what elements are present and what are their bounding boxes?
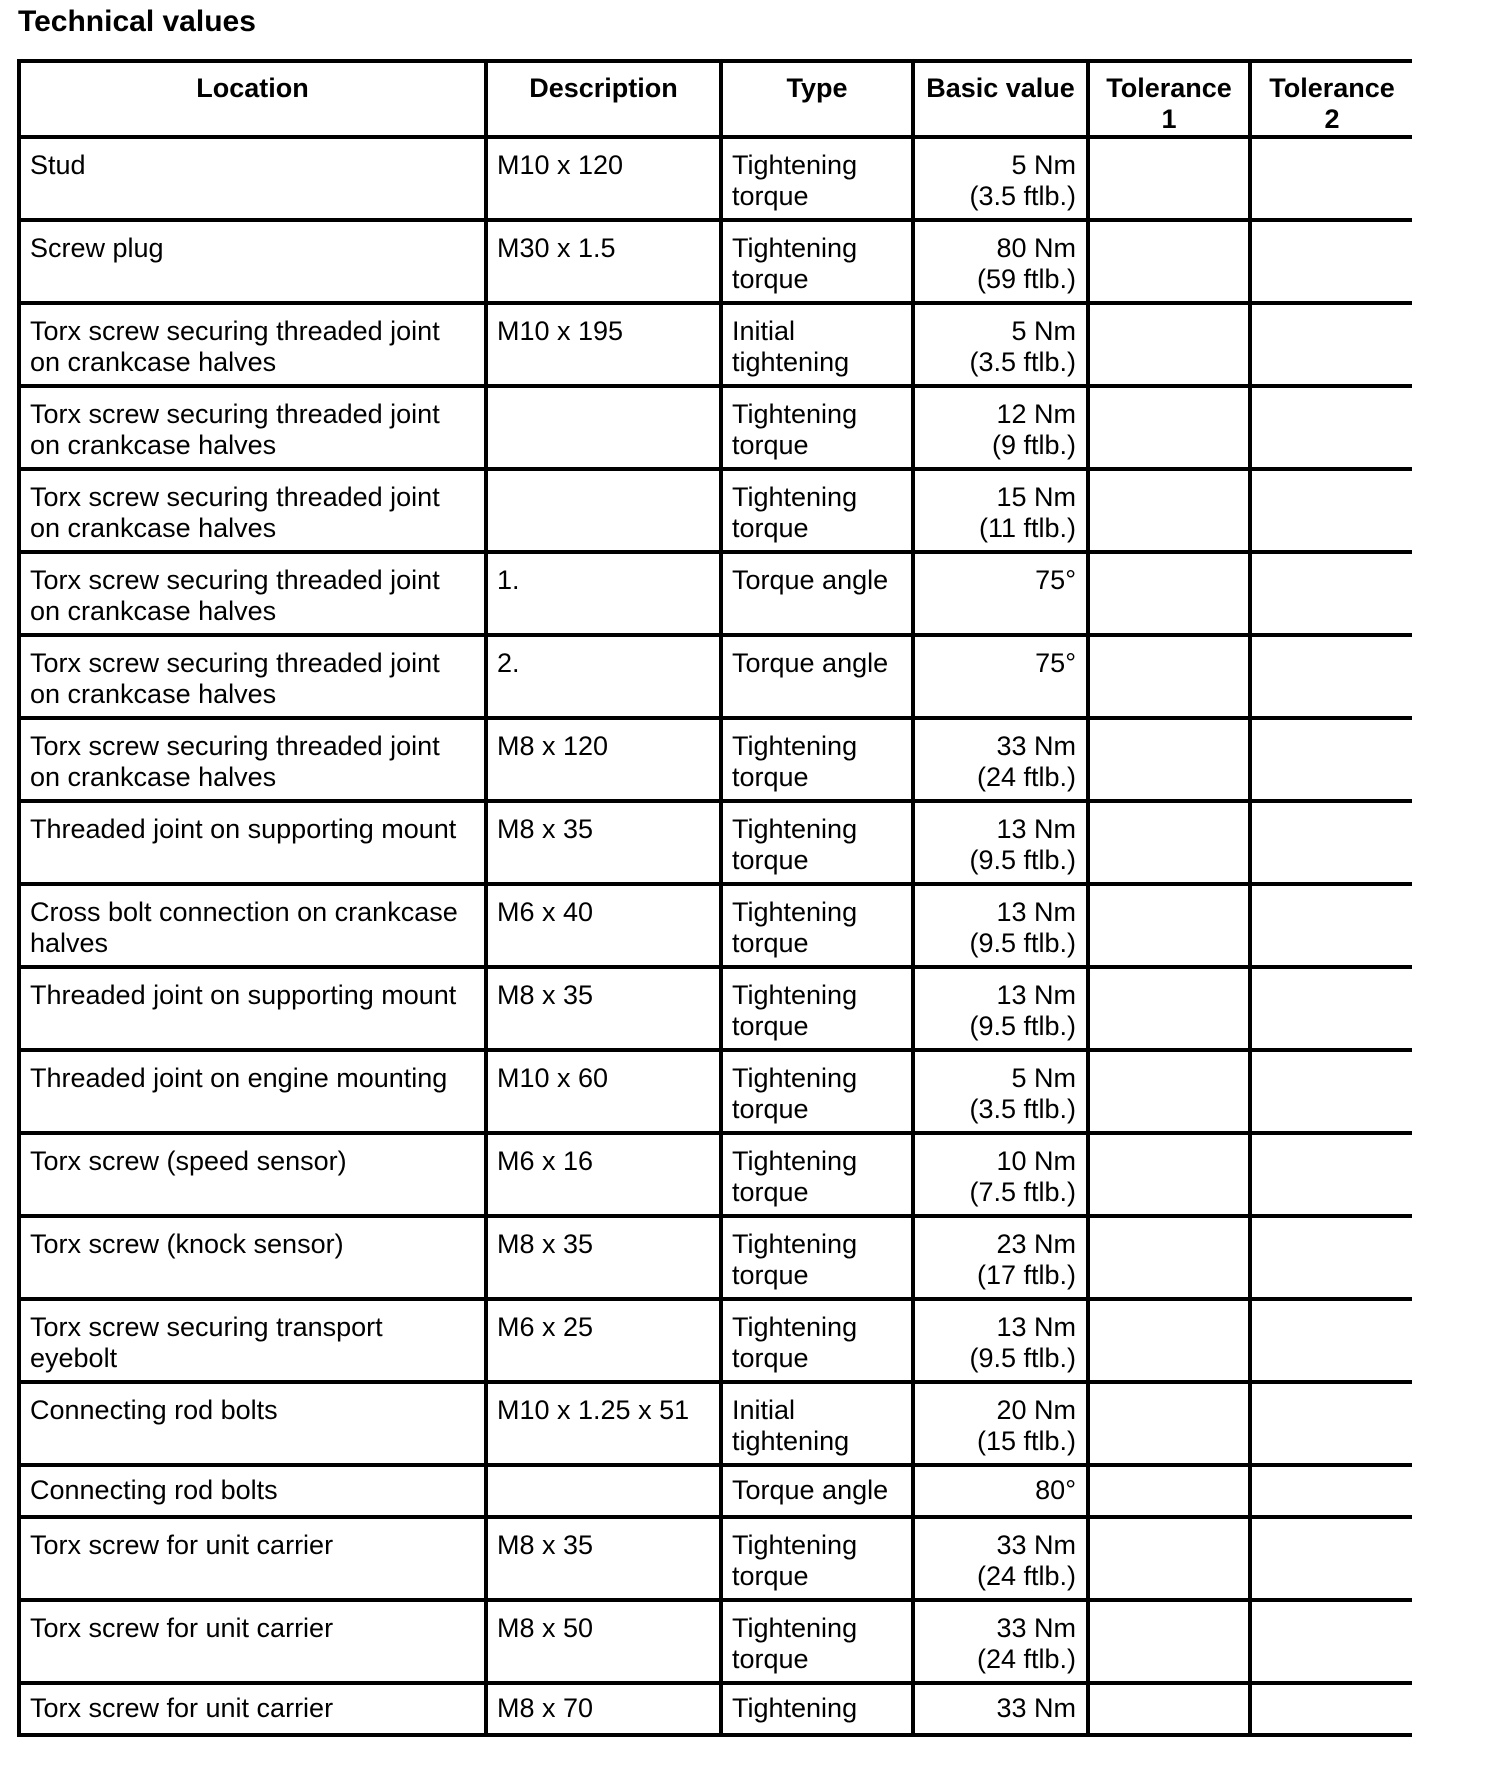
- location-cell: [19, 884, 486, 967]
- location-cell: [19, 469, 486, 552]
- tolerance-2-cell: [1250, 1216, 1412, 1299]
- description-cell-text: 1.: [497, 565, 520, 595]
- location-cell-text: Torx screw securing threaded joint on crankcase halves: [30, 565, 440, 626]
- tolerance-2-cell: [1250, 137, 1412, 220]
- page-title: Technical values: [18, 5, 256, 38]
- description-cell-text: M6 x 16: [497, 1146, 594, 1176]
- description-cell-text: M8 x 35: [497, 1229, 594, 1259]
- description-cell-text: M8 x 35: [497, 814, 594, 844]
- location-cell: [19, 635, 486, 718]
- location-cell: [19, 1299, 486, 1382]
- basic-value-cell-text: 75°: [1035, 565, 1076, 595]
- description-cell: [486, 1133, 721, 1216]
- type-cell-text: Tightening torque: [732, 399, 858, 460]
- type-cell-text: Tightening torque: [732, 1146, 858, 1207]
- tolerance-1-cell: [1088, 1600, 1250, 1683]
- type-cell-text: Torque angle: [732, 1475, 889, 1505]
- type-cell: [721, 1600, 913, 1683]
- tolerance-1-cell: [1088, 386, 1250, 469]
- tolerance-2-cell: [1250, 801, 1412, 884]
- location-cell-text: Torx screw securing threaded joint on crankcase halves: [30, 482, 440, 543]
- location-cell: [19, 1600, 486, 1683]
- basic-value-cell: [913, 137, 1088, 220]
- type-cell: [721, 220, 913, 303]
- basic-value-cell-text: 80°: [1035, 1475, 1076, 1505]
- tolerance-1-cell: [1088, 884, 1250, 967]
- column-header-type: Type: [721, 61, 913, 137]
- column-header-tolerance-2: Tolerance 2: [1250, 61, 1412, 137]
- tolerance-1-cell: [1088, 220, 1250, 303]
- description-cell: [486, 718, 721, 801]
- column-header-basic-value: Basic value: [913, 61, 1088, 137]
- tolerance-1-cell: [1088, 137, 1250, 220]
- table-row: [19, 1299, 1412, 1382]
- basic-value-cell: [913, 718, 1088, 801]
- description-cell: [486, 1517, 721, 1600]
- column-header-tolerance-1: Tolerance 1: [1088, 61, 1250, 137]
- basic-value-cell: [913, 1683, 1088, 1735]
- tolerance-2-cell: [1250, 469, 1412, 552]
- location-cell: [19, 552, 486, 635]
- type-cell-text: Tightening torque: [732, 1063, 858, 1124]
- description-cell-text: M6 x 25: [497, 1312, 594, 1342]
- tolerance-1-cell: [1088, 1382, 1250, 1465]
- description-cell-text: M10 x 60: [497, 1063, 609, 1093]
- location-cell-text: Torx screw securing threaded joint on crankcase halves: [30, 399, 440, 460]
- type-cell-text: Tightening torque: [732, 1229, 858, 1290]
- basic-value-cell: [913, 1465, 1088, 1517]
- column-header-description: Description: [486, 61, 721, 137]
- basic-value-cell: [913, 1216, 1088, 1299]
- type-cell: [721, 801, 913, 884]
- description-cell: [486, 220, 721, 303]
- description-cell: [486, 1465, 721, 1517]
- description-cell: [486, 1600, 721, 1683]
- basic-value-cell-text: 20 Nm (15 ftlb.): [976, 1395, 1076, 1456]
- type-cell: [721, 1382, 913, 1465]
- basic-value-cell: [913, 1382, 1088, 1465]
- type-cell: [721, 303, 913, 386]
- type-cell: [721, 1517, 913, 1600]
- basic-value-cell: [913, 1517, 1088, 1600]
- location-cell-text: Torx screw (speed sensor): [30, 1146, 347, 1176]
- description-cell: [486, 303, 721, 386]
- type-cell-text: Tightening torque: [732, 814, 858, 875]
- table-header-row: [19, 61, 1412, 137]
- table-row: [19, 635, 1412, 718]
- basic-value-cell: [913, 1299, 1088, 1382]
- table-row: [19, 220, 1412, 303]
- basic-value-cell: [913, 1050, 1088, 1133]
- location-cell: [19, 1050, 486, 1133]
- type-cell: [721, 1299, 913, 1382]
- type-cell-text: Tightening: [732, 1693, 858, 1723]
- basic-value-cell-text: 33 Nm: [996, 1693, 1076, 1723]
- type-cell-text: Tightening torque: [732, 897, 858, 958]
- table-row: [19, 1465, 1412, 1517]
- location-cell-text: Screw plug: [30, 233, 164, 263]
- table-row: [19, 386, 1412, 469]
- description-cell: [486, 1299, 721, 1382]
- location-cell: [19, 1465, 486, 1517]
- description-cell: [486, 1216, 721, 1299]
- basic-value-cell-text: 33 Nm (24 ftlb.): [976, 1530, 1076, 1591]
- type-cell-text: Initial tightening: [732, 316, 850, 377]
- basic-value-cell-text: 5 Nm (3.5 ftlb.): [969, 150, 1076, 211]
- description-cell: [486, 1050, 721, 1133]
- tolerance-1-cell: [1088, 1133, 1250, 1216]
- location-cell-text: Connecting rod bolts: [30, 1475, 278, 1505]
- location-cell: [19, 801, 486, 884]
- table-row: [19, 1517, 1412, 1600]
- tolerance-2-cell: [1250, 1517, 1412, 1600]
- tolerance-2-cell: [1250, 884, 1412, 967]
- type-cell-text: Tightening torque: [732, 731, 858, 792]
- location-cell: [19, 137, 486, 220]
- basic-value-cell: [913, 303, 1088, 386]
- tolerance-2-cell: [1250, 1299, 1412, 1382]
- type-cell: [721, 1216, 913, 1299]
- location-cell: [19, 1517, 486, 1600]
- basic-value-cell-text: 13 Nm (9.5 ftlb.): [969, 897, 1076, 958]
- basic-value-cell-text: 10 Nm (7.5 ftlb.): [969, 1146, 1076, 1207]
- description-cell-text: M8 x 50: [497, 1613, 594, 1643]
- basic-value-cell-text: 12 Nm (9 ftlb.): [991, 399, 1076, 460]
- basic-value-cell: [913, 884, 1088, 967]
- basic-value-cell: [913, 635, 1088, 718]
- type-cell-text: Tightening torque: [732, 1312, 858, 1373]
- description-cell: [486, 552, 721, 635]
- type-cell: [721, 967, 913, 1050]
- tolerance-2-cell: [1250, 1465, 1412, 1517]
- tolerance-2-cell: [1250, 303, 1412, 386]
- table-row: [19, 1683, 1412, 1735]
- tolerance-1-cell: [1088, 1050, 1250, 1133]
- type-cell-text: Tightening torque: [732, 980, 858, 1041]
- basic-value-cell-text: 75°: [1035, 648, 1076, 678]
- table-row: [19, 884, 1412, 967]
- tolerance-2-cell: [1250, 1050, 1412, 1133]
- description-cell: [486, 1382, 721, 1465]
- location-cell-text: Threaded joint on supporting mount: [30, 980, 457, 1010]
- location-cell: [19, 718, 486, 801]
- tolerance-1-cell: [1088, 552, 1250, 635]
- description-cell-text: 2.: [497, 648, 520, 678]
- tolerance-2-cell: [1250, 1133, 1412, 1216]
- location-cell-text: Torx screw securing transport eyebolt: [30, 1312, 383, 1373]
- description-cell: [486, 801, 721, 884]
- basic-value-cell-text: 23 Nm (17 ftlb.): [976, 1229, 1076, 1290]
- description-cell-text: M30 x 1.5: [497, 233, 616, 263]
- table-row: [19, 967, 1412, 1050]
- table-row: [19, 1382, 1412, 1465]
- type-cell: [721, 718, 913, 801]
- table-row: [19, 1133, 1412, 1216]
- location-cell: [19, 1382, 486, 1465]
- type-cell: [721, 1050, 913, 1133]
- type-cell-text: Tightening torque: [732, 1530, 858, 1591]
- tolerance-2-cell: [1250, 386, 1412, 469]
- location-cell-text: Threaded joint on engine mounting: [30, 1063, 448, 1093]
- location-cell-text: Torx screw securing threaded joint on crankcase halves: [30, 648, 440, 709]
- table-row: [19, 1600, 1412, 1683]
- type-cell: [721, 635, 913, 718]
- location-cell-text: Torx screw for unit carrier: [30, 1693, 334, 1723]
- location-cell: [19, 1683, 486, 1735]
- description-cell: [486, 635, 721, 718]
- type-cell-text: Tightening torque: [732, 1613, 858, 1674]
- tolerance-1-cell: [1088, 801, 1250, 884]
- tolerance-2-cell: [1250, 220, 1412, 303]
- tolerance-1-cell: [1088, 1216, 1250, 1299]
- description-cell: [486, 469, 721, 552]
- table-row: [19, 1216, 1412, 1299]
- table-row: [19, 718, 1412, 801]
- description-cell-text: M10 x 1.25 x 51: [497, 1395, 690, 1425]
- tolerance-2-cell: [1250, 635, 1412, 718]
- location-cell: [19, 967, 486, 1050]
- tolerance-2-cell: [1250, 1382, 1412, 1465]
- basic-value-cell: [913, 801, 1088, 884]
- basic-value-cell-text: 13 Nm (9.5 ftlb.): [969, 980, 1076, 1041]
- type-cell: [721, 1465, 913, 1517]
- type-cell-text: Torque angle: [732, 648, 889, 678]
- location-cell: [19, 1216, 486, 1299]
- location-cell-text: Torx screw securing threaded joint on crankcase halves: [30, 731, 440, 792]
- description-cell: [486, 386, 721, 469]
- basic-value-cell: [913, 386, 1088, 469]
- type-cell: [721, 469, 913, 552]
- tolerance-2-cell: [1250, 967, 1412, 1050]
- location-cell-text: Torx screw for unit carrier: [30, 1530, 334, 1560]
- description-cell-text: M8 x 70: [497, 1693, 594, 1723]
- location-cell-text: Cross bolt connection on crankcase halves: [30, 897, 458, 958]
- technical-values-table-container: [17, 59, 1412, 1737]
- description-cell-text: M10 x 195: [497, 316, 624, 346]
- description-cell: [486, 137, 721, 220]
- type-cell-text: Torque angle: [732, 565, 889, 595]
- basic-value-cell-text: 13 Nm (9.5 ftlb.): [969, 1312, 1076, 1373]
- tolerance-2-cell: [1250, 1600, 1412, 1683]
- location-cell-text: Torx screw for unit carrier: [30, 1613, 334, 1643]
- location-cell-text: Torx screw securing threaded joint on crankcase halves: [30, 316, 440, 377]
- location-cell-text: Stud: [30, 150, 86, 180]
- tolerance-1-cell: [1088, 1517, 1250, 1600]
- description-cell-text: M8 x 35: [497, 980, 594, 1010]
- basic-value-cell: [913, 1133, 1088, 1216]
- type-cell: [721, 1683, 913, 1735]
- type-cell-text: Tightening torque: [732, 150, 858, 211]
- description-cell-text: M10 x 120: [497, 150, 624, 180]
- tolerance-1-cell: [1088, 635, 1250, 718]
- basic-value-cell-text: 15 Nm (11 ftlb.): [978, 482, 1076, 543]
- tolerance-1-cell: [1088, 1465, 1250, 1517]
- location-cell: [19, 220, 486, 303]
- location-cell-text: Connecting rod bolts: [30, 1395, 278, 1425]
- type-cell-text: Initial tightening: [732, 1395, 850, 1456]
- basic-value-cell-text: 80 Nm (59 ftlb.): [976, 233, 1076, 294]
- basic-value-cell-text: 33 Nm (24 ftlb.): [976, 731, 1076, 792]
- description-cell-text: M6 x 40: [497, 897, 594, 927]
- location-cell: [19, 303, 486, 386]
- type-cell: [721, 884, 913, 967]
- tolerance-2-cell: [1250, 1683, 1412, 1735]
- description-cell-text: M8 x 35: [497, 1530, 594, 1560]
- table-row: [19, 552, 1412, 635]
- basic-value-cell-text: 33 Nm (24 ftlb.): [976, 1613, 1076, 1674]
- type-cell: [721, 386, 913, 469]
- type-cell: [721, 552, 913, 635]
- description-cell: [486, 1683, 721, 1735]
- location-cell: [19, 386, 486, 469]
- tolerance-2-cell: [1250, 552, 1412, 635]
- technical-values-table: [17, 59, 1412, 1737]
- basic-value-cell: [913, 552, 1088, 635]
- basic-value-cell: [913, 1600, 1088, 1683]
- basic-value-cell: [913, 967, 1088, 1050]
- tolerance-1-cell: [1088, 303, 1250, 386]
- tolerance-1-cell: [1088, 718, 1250, 801]
- basic-value-cell-text: 13 Nm (9.5 ftlb.): [969, 814, 1076, 875]
- tolerance-2-cell: [1250, 718, 1412, 801]
- table-row: [19, 137, 1412, 220]
- table-row: [19, 469, 1412, 552]
- type-cell: [721, 1133, 913, 1216]
- description-cell-text: M8 x 120: [497, 731, 609, 761]
- basic-value-cell-text: 5 Nm (3.5 ftlb.): [969, 1063, 1076, 1124]
- tolerance-1-cell: [1088, 1299, 1250, 1382]
- tolerance-1-cell: [1088, 469, 1250, 552]
- location-cell-text: Torx screw (knock sensor): [30, 1229, 344, 1259]
- table-row: [19, 801, 1412, 884]
- column-header-location: Location: [19, 61, 486, 137]
- table-row: [19, 1050, 1412, 1133]
- location-cell: [19, 1133, 486, 1216]
- tolerance-1-cell: [1088, 967, 1250, 1050]
- basic-value-cell-text: 5 Nm (3.5 ftlb.): [969, 316, 1076, 377]
- description-cell: [486, 967, 721, 1050]
- table-row: [19, 303, 1412, 386]
- tolerance-1-cell: [1088, 1683, 1250, 1735]
- basic-value-cell: [913, 469, 1088, 552]
- basic-value-cell: [913, 220, 1088, 303]
- description-cell: [486, 884, 721, 967]
- type-cell-text: Tightening torque: [732, 233, 858, 294]
- type-cell-text: Tightening torque: [732, 482, 858, 543]
- type-cell: [721, 137, 913, 220]
- location-cell-text: Threaded joint on supporting mount: [30, 814, 457, 844]
